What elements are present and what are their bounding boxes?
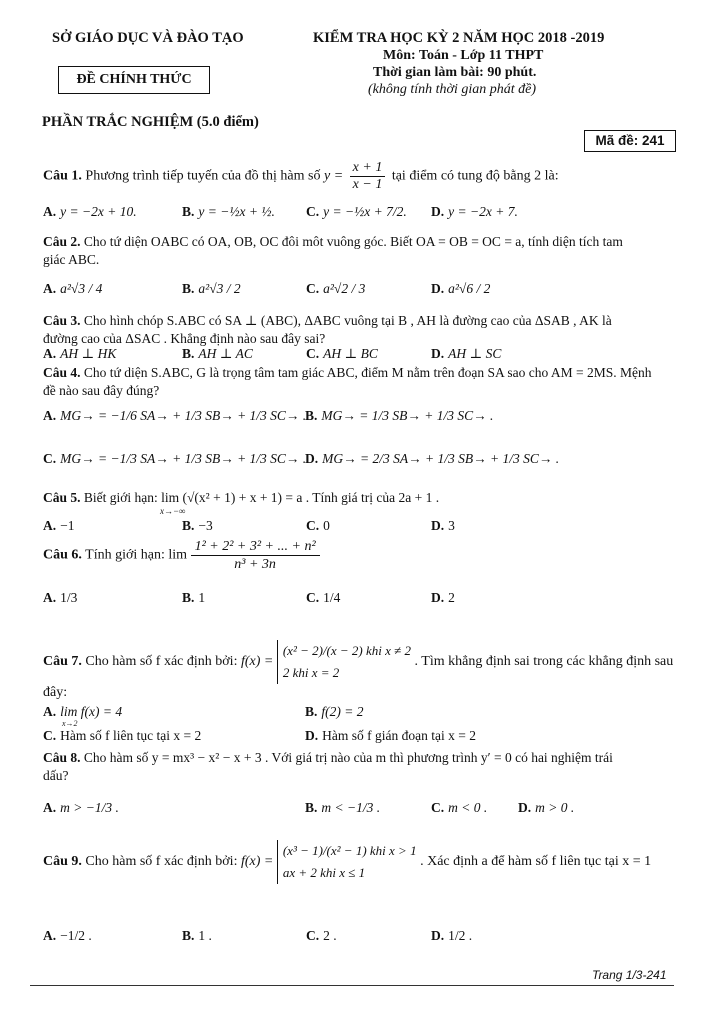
option-label: C. (306, 346, 320, 361)
question-number: Câu 2. (43, 234, 81, 249)
time-line: Thời gian làm bài: 90 phút. (373, 65, 537, 80)
option-label: C. (43, 728, 57, 743)
q2-option-b[interactable] (182, 281, 241, 297)
q1-option-b[interactable] (182, 204, 275, 220)
question-8 (43, 749, 684, 785)
option-text: −3 (198, 518, 213, 533)
q8-option-a[interactable] (43, 800, 119, 816)
option-label: C. (306, 281, 320, 296)
option-text: y = −2x + 10. (60, 204, 137, 219)
option-label: A. (43, 800, 57, 815)
q8-option-d[interactable] (518, 800, 574, 816)
exam-code-box: Mã đề: 241 (584, 130, 676, 152)
question-number: Câu 5. (43, 490, 81, 505)
question-number: Câu 4. (43, 365, 81, 380)
option-text: −1 (60, 518, 75, 533)
question-text: Cho hàm số f xác định bởi: (85, 654, 238, 670)
option-text: AH ⊥ HK (60, 346, 117, 361)
option-label: D. (431, 204, 445, 219)
q9-option-b[interactable] (182, 928, 212, 944)
q3-option-b[interactable] (182, 346, 253, 362)
q6-option-d[interactable] (431, 590, 455, 606)
option-label: C. (431, 800, 445, 815)
footer-rule (30, 985, 674, 986)
option-label: C. (43, 451, 57, 466)
question-number: Câu 6. (43, 547, 82, 563)
option-label: C. (306, 204, 320, 219)
option-label: C. (306, 590, 320, 605)
option-label: D. (305, 728, 319, 743)
option-text: 1/4 (323, 590, 341, 605)
option-label: D. (518, 800, 532, 815)
option-text: Hàm số f liên tục tại x = 2 (60, 728, 202, 743)
q9-option-a[interactable] (43, 928, 92, 944)
question-4 (43, 364, 684, 400)
option-label: D. (431, 928, 445, 943)
option-text: m > −1/3 . (60, 800, 119, 815)
q9-option-c[interactable] (306, 928, 337, 944)
option-label: C. (306, 928, 320, 943)
q4-option-b[interactable] (305, 408, 493, 424)
question-text-cont: đề nào sau đây đúng? (43, 383, 160, 398)
option-text: y = −2x + 7. (448, 204, 518, 219)
question-number: Câu 3. (43, 313, 81, 328)
q2-option-c[interactable] (306, 281, 365, 297)
page-number: Trang 1/3-241 (592, 968, 667, 982)
fraction (191, 538, 320, 573)
question-text-end: . Tìm khẳng định sai trong các khẳng định sau (414, 654, 674, 670)
question-text: Tính giới hạn: (85, 547, 165, 563)
option-text: 1 . (198, 928, 212, 943)
option-text: MG→ = −1/6 SA→ + 1/3 SB→ + 1/3 SC→ . (60, 408, 307, 423)
q5-option-c[interactable] (306, 518, 330, 534)
q7-option-a[interactable] (43, 704, 122, 720)
question-7 (43, 640, 673, 684)
q1-option-d[interactable] (431, 204, 518, 220)
question-text: Phương trình tiếp tuyến của đồ thị hàm số (85, 168, 321, 184)
question-text: Cho hình chóp S.ABC có SA ⊥ (ABC), ΔABC vuông tại B , AH là đường cao của ΔSAB , AK là (83, 313, 612, 328)
option-label: B. (182, 518, 195, 533)
option-text: AH ⊥ SC (448, 346, 502, 361)
q6-option-b[interactable] (182, 590, 205, 606)
option-text: a²√2 / 3 (323, 281, 366, 296)
option-text: lim f(x) = 4 (60, 704, 123, 719)
q4-option-d[interactable] (305, 451, 559, 467)
option-label: A. (43, 590, 57, 605)
question-6 (43, 538, 320, 573)
q8-option-b[interactable] (305, 800, 380, 816)
limit-subscript: x→2 (62, 719, 78, 728)
option-text: a²√6 / 2 (448, 281, 491, 296)
option-label: A. (43, 518, 57, 533)
case-1: (x³ − 1)/(x² − 1) khi x > 1 (282, 843, 417, 858)
option-label: A. (43, 928, 57, 943)
case-1: (x² − 2)/(x − 2) khi x ≠ 2 (282, 643, 412, 658)
question-number: Câu 8. (43, 750, 81, 765)
option-text: m > 0 . (535, 800, 575, 815)
option-label: B. (305, 704, 318, 719)
option-text: MG→ = −1/3 SA→ + 1/3 SB→ + 1/3 SC→ . (60, 451, 307, 466)
fraction-denominator: x − 1 (352, 177, 383, 192)
q7-option-b[interactable] (305, 704, 364, 720)
limit-subscript: x→−∞ (160, 506, 186, 516)
q2-option-d[interactable] (431, 281, 490, 297)
option-text: 1/2 . (448, 928, 473, 943)
option-text: y = −½x + 7/2. (323, 204, 407, 219)
q9-option-d[interactable] (431, 928, 472, 944)
function-lhs: y = (323, 168, 344, 184)
q5-option-a[interactable] (43, 518, 75, 534)
option-label: A. (43, 204, 57, 219)
option-label: A. (43, 281, 57, 296)
option-label: D. (431, 518, 445, 533)
q6-option-a[interactable] (43, 590, 77, 606)
option-text: m < −1/3 . (321, 800, 381, 815)
option-text: y = −½x + ½. (198, 204, 275, 219)
option-label: D. (305, 451, 319, 466)
case-2: 2 khi x = 2 (282, 665, 340, 680)
option-label: B. (182, 346, 195, 361)
option-label: B. (182, 204, 195, 219)
fraction-numerator: 1² + 2² + 3² + ... + n² (191, 538, 320, 556)
fraction-numerator: x + 1 (350, 160, 386, 177)
question-text: Cho hàm số y = mx³ − x² − x + 3 . Với giá trị nào của m thì phương trình y′ = 0 có hai nghiệm trái (83, 750, 613, 765)
option-text: 2 . (323, 928, 337, 943)
question-text-cont: dấu? (43, 768, 69, 783)
question-1 (43, 160, 559, 193)
department-name: SỞ GIÁO DỤC VÀ ĐÀO TẠO (52, 30, 244, 46)
case-2: ax + 2 khi x ≤ 1 (282, 865, 366, 880)
question-7-cont: đây: (43, 685, 68, 700)
question-number: Câu 9. (43, 854, 82, 870)
question-text-cont: giác ABC. (43, 252, 100, 267)
q4-option-a[interactable] (43, 408, 306, 424)
question-text: Cho hàm số f xác định bởi: (85, 854, 238, 870)
limit-symbol: lim (168, 547, 188, 563)
piecewise-cases (277, 640, 411, 684)
option-label: B. (182, 590, 195, 605)
question-number: Câu 7. (43, 654, 82, 670)
question-9 (43, 840, 651, 884)
question-text: Cho tứ diện OABC có OA, OB, OC đôi môt vuông góc. Biết OA = OB = OC = a, tính diện tích tam (83, 234, 623, 249)
q5-option-b[interactable] (182, 518, 213, 534)
q8-option-c[interactable] (431, 800, 487, 816)
option-label: B. (182, 928, 195, 943)
option-text: 1 (198, 590, 206, 605)
option-text: −1/2 . (60, 928, 92, 943)
option-text: 3 (448, 518, 455, 533)
subject-line: Môn: Toán - Lớp 11 THPT (383, 48, 544, 63)
q3-option-c[interactable] (306, 346, 378, 362)
option-label: B. (305, 800, 318, 815)
q3-option-a[interactable] (43, 346, 116, 362)
option-text: 1/3 (60, 590, 78, 605)
exam-title: KIỂM TRA HỌC KỲ 2 NĂM HỌC 2018 -2019 (313, 30, 605, 46)
option-label: A. (43, 346, 57, 361)
option-text: f(2) = 2 (321, 704, 364, 719)
function-lhs: f(x) = (240, 854, 274, 870)
q3-option-d[interactable] (431, 346, 501, 362)
option-label: A. (43, 704, 57, 719)
question-text: Biết giới hạn: lim (√(x² + 1) + x + 1) = a . Tính giá trị của 2a + 1 . (83, 490, 440, 505)
question-text-end: . Xác định a để hàm số f liên tục tại x = 1 (420, 854, 652, 870)
q4-option-c[interactable] (43, 451, 306, 467)
option-label: D. (431, 590, 445, 605)
option-text: Hàm số f gián đoạn tại x = 2 (322, 728, 476, 743)
q2-option-a[interactable] (43, 281, 102, 297)
question-3 (43, 312, 684, 348)
piecewise-cases (277, 840, 417, 884)
option-text: AH ⊥ BC (323, 346, 378, 361)
q1-option-c[interactable] (306, 204, 407, 220)
q6-option-c[interactable] (306, 590, 340, 606)
question-5 (43, 489, 684, 507)
option-text: MG→ = 2/3 SA→ + 1/3 SB→ + 1/3 SC→ . (322, 451, 560, 466)
section-title: PHẦN TRẮC NGHIỆM (5.0 điểm) (42, 114, 259, 130)
option-text: m < 0 . (448, 800, 488, 815)
time-note: (không tính thời gian phát đề) (368, 82, 537, 97)
official-stamp: ĐỀ CHÍNH THỨC (58, 66, 210, 94)
option-label: B. (305, 408, 318, 423)
option-label: C. (306, 518, 320, 533)
q7-option-c[interactable] (43, 728, 201, 744)
option-label: B. (182, 281, 195, 296)
option-label: D. (431, 346, 445, 361)
question-text-end: tại điểm có tung độ bằng 2 là: (391, 168, 559, 184)
fraction-denominator: n³ + 3n (234, 557, 276, 572)
option-text: AH ⊥ AC (198, 346, 253, 361)
option-label: A. (43, 408, 57, 423)
fraction (350, 160, 386, 193)
option-text: 2 (448, 590, 455, 605)
question-2 (43, 233, 684, 269)
function-lhs: f(x) = (240, 654, 274, 670)
option-text: MG→ = 1/3 SB→ + 1/3 SC→ . (321, 408, 494, 423)
question-text: Cho tứ diện S.ABC, G là trọng tâm tam giác ABC, điểm M nằm trên đoạn SA sao cho AM = 2MS. Mệnh (83, 365, 652, 380)
q1-option-a[interactable] (43, 204, 137, 220)
q5-option-d[interactable] (431, 518, 455, 534)
question-number: Câu 1. (43, 168, 82, 184)
q7-option-d[interactable] (305, 728, 476, 744)
option-text: 0 (323, 518, 330, 533)
option-text: a²√3 / 4 (60, 281, 103, 296)
question-text-cont: đường cao của ΔSAC . Khẳng định nào sau đây sai? (43, 331, 326, 346)
option-text: a²√3 / 2 (198, 281, 241, 296)
option-label: D. (431, 281, 445, 296)
